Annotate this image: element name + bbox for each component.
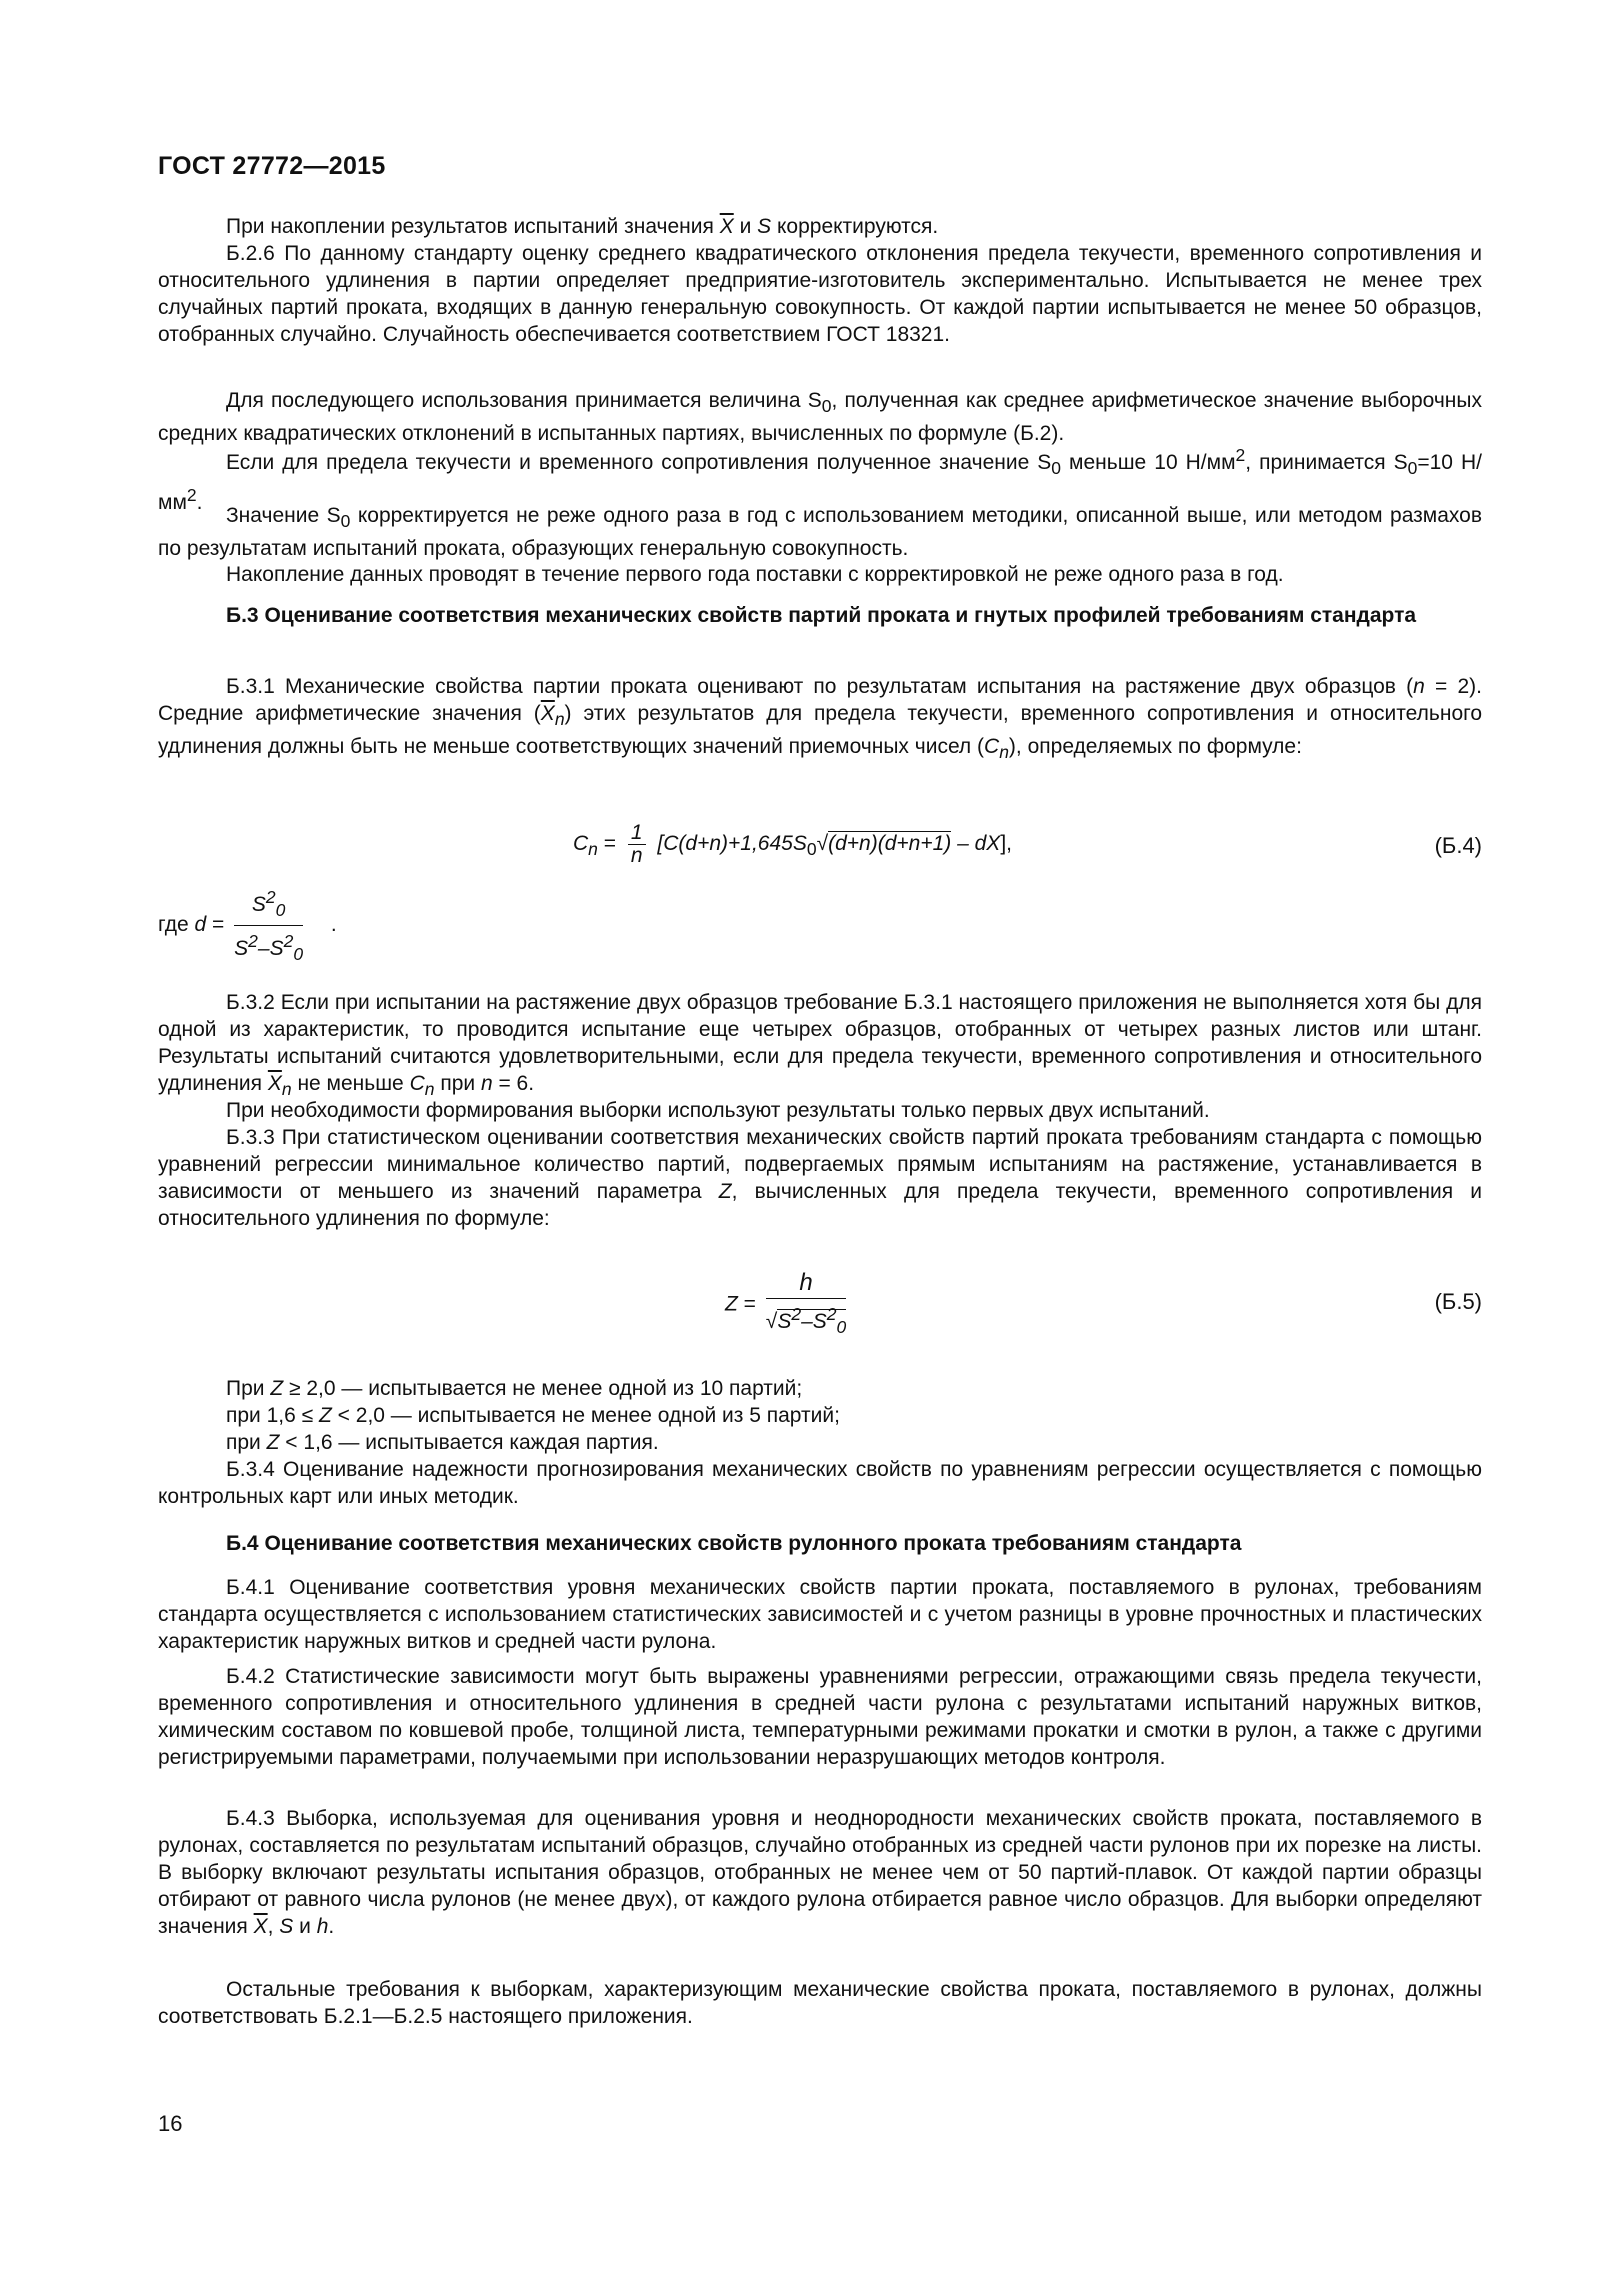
paragraph-other-requirements: Остальные требования к выборкам, характеризующим механические свойства проката, поставляемого в рулонах, должны соответствовать Б.2.1—Б.2.5 настоящего приложения. (158, 1978, 1482, 2028)
paragraph-b-4-2: Б.4.2 Статистические зависимости могут быть выражены уравнениями регрессии, отражающими связь предела текучести, временного сопротивления и относительного удлинения в средней части рулона с результатами испытаний наружных витков, химическим составом по ковшевой пробе, толщиной листа, температурными режимами прокатки и смотки в рулон, а также с другими регистрируемыми параметрами, получаемыми при использовании неразрушающих методов контроля. (158, 1665, 1482, 1769)
equation-number-b5: (Б.5) (1434, 1289, 1482, 1314)
paragraph-b-2-6: Б.2.6 По данному стандарту оценку среднего квадратического отклонения предела текучести, временного сопротивления и относительного удлинения в партии определяет предприятие-изготовитель экспериментально. Испытывается не менее трех случайных партий проката, входящих в данную генеральную совокупность. От каждой партии испытывается не менее 50 образцов, отобранных случайно. Случайность обеспечивается соответствием ГОСТ 18321. (158, 242, 1482, 346)
fraction-d: $\frac{S^2_0}{S^2-S^2_0}$ (234, 882, 303, 969)
formula-b4: $C_n$ = $\frac{1}{n}$ $[C(d+n)+1,645S_0√(d+n)(d+n+1) - dX]$, (573, 821, 1012, 867)
paragraph-accumulation: При накоплении результатов испытаний значения $\overline{X}$ и S корректируются. (226, 215, 939, 238)
paragraph-b-4-1: Б.4.1 Оценивание соответствия уровня механических свойств партии проката, поставляемого в рулонах, требованиям стандарта осуществляется с использованием статистических зависимостей и с учетом разницы в уровне прочностных и пластических характеристик наружных витков и средней части рулона. (158, 1576, 1482, 1653)
page-number: 16 (158, 2111, 183, 2136)
formula-b5: Z = $\frac{h}{√S^2-S^2_0}$ (725, 1268, 850, 1342)
z-rule-2: при 1,6 ≤ Z < 2,0 — испытывается не менее одной из 5 партий; (226, 1404, 840, 1427)
sqrt-sign: √ (765, 1310, 778, 1333)
paragraph-data-accumulation: Накопление данных проводят в течение первого года поставки с корректировкой не реже одного раза в год. (226, 563, 1284, 586)
paragraph-sample-formation: При необходимости формирования выборки используют результаты только первых двух испытаний. (226, 1099, 1210, 1122)
fraction-z: $\frac{h}{√S^2-S^2_0}$ (765, 1269, 847, 1338)
section-heading-b4: Б.4 Оценивание соответствия механических свойств рулонного проката требованиям стандарта (226, 1532, 1242, 1555)
formula-where-d: где d = $\frac{S^2_0}{S^2-S^2_0}$ . (158, 882, 337, 969)
document-header: ГОСТ 27772—2015 (158, 152, 386, 180)
sqrt-sign: √ (816, 832, 829, 856)
equation-number-b4: (Б.4) (1434, 833, 1482, 858)
section-heading-b3: Б.3 Оценивание соответствия механических свойств партий проката и гнутых профилей требованиям стандарта (226, 604, 1417, 627)
paragraph-b-4-3: Б.4.3 Выборка, используемая для оценивания уровня и неоднородности механических свойств проката, поставляемого в рулонах, составляется по результатам испытаний образцов, случайно отобранных из средней части рулонов при их порезке на листы. В выборку включают результаты испытания образцов, отобранных не менее чем от 50 партий-плавок. От каждой партии образцы отбирают от равного числа рулонов (не менее двух), от каждого рулона отбирается равное число образцов. Для выборки определяют значения $\overline{X}$, S и h. (158, 1807, 1482, 1938)
paragraph-b-3-1: Б.3.1 Механические свойства партии проката оценивают по результатам испытания на растяжение двух образцов (n = 2). Средние арифметические значения $(\overline{X}_n)$ этих результатов для предела текучести, временного сопротивления и относительного удлинения должны быть не меньше соответствующих значений приемочных чисел $(C_n)$, определяемых по формуле: (158, 675, 1483, 763)
paragraph-b-3-4: Б.3.4 Оценивание надежности прогнозирования механических свойств по уравнениям регрессии осуществляется с помощью контрольных карт или иных методик. (158, 1458, 1482, 1508)
fraction-1-over-n: $\frac{1}{n}$ (628, 822, 646, 867)
paragraph-b-3-3: Б.3.3 При статистическом оценивании соответствия механических свойств партий проката требованиям стандарта с помощью уравнений регрессии минимальное количество партий, подвергаемых прямым испытаниям на растяжение, устанавливается в зависимости от меньшего из значений параметра Z, вычисленных для предела текучести, временного сопротивления и относительного удлинения по формуле: (158, 1126, 1483, 1230)
paragraph-s0-correction: Значение $S_0$ корректируется не реже одного раза в год с использованием методики, описанной выше, или методом размахов по результатам испытаний проката, образующих генеральную совокупность. (158, 504, 1483, 561)
paragraph-b-3-2: Б.3.2 Если при испытании на растяжение двух образцов требование Б.3.1 настоящего приложения не выполняется хотя бы для одной из характеристик, то проводится испытание еще четырех образцов, отобранных от четырех разных листов или штанг. Результаты испытаний считаются удовлетворительными, если для предела текучести, временного сопротивления и относительного удлинения $\overline{X}_n$ не меньше $C_n$ при n = 6. (158, 991, 1482, 1100)
z-rule-1: При Z ≥ 2,0 — испытывается не менее одной из 10 партий; (226, 1377, 803, 1400)
paragraph-s0-minimum: Если для предела текучести и временного сопротивления полученное значение $S_0$ меньше 10 $Н/мм^2$, принимается $S_0=10$ $Н/мм^2$. (158, 445, 1483, 515)
z-rule-3: при Z < 1,6 — испытывается каждая партия. (226, 1431, 659, 1454)
paragraph-s0-definition: Для последующего использования принимается величина $S_0$, полученная как среднее арифметическое значение выборочных средних квадратических отклонений в испытанных партиях, вычисленных по формуле (Б.2). (158, 389, 1482, 446)
